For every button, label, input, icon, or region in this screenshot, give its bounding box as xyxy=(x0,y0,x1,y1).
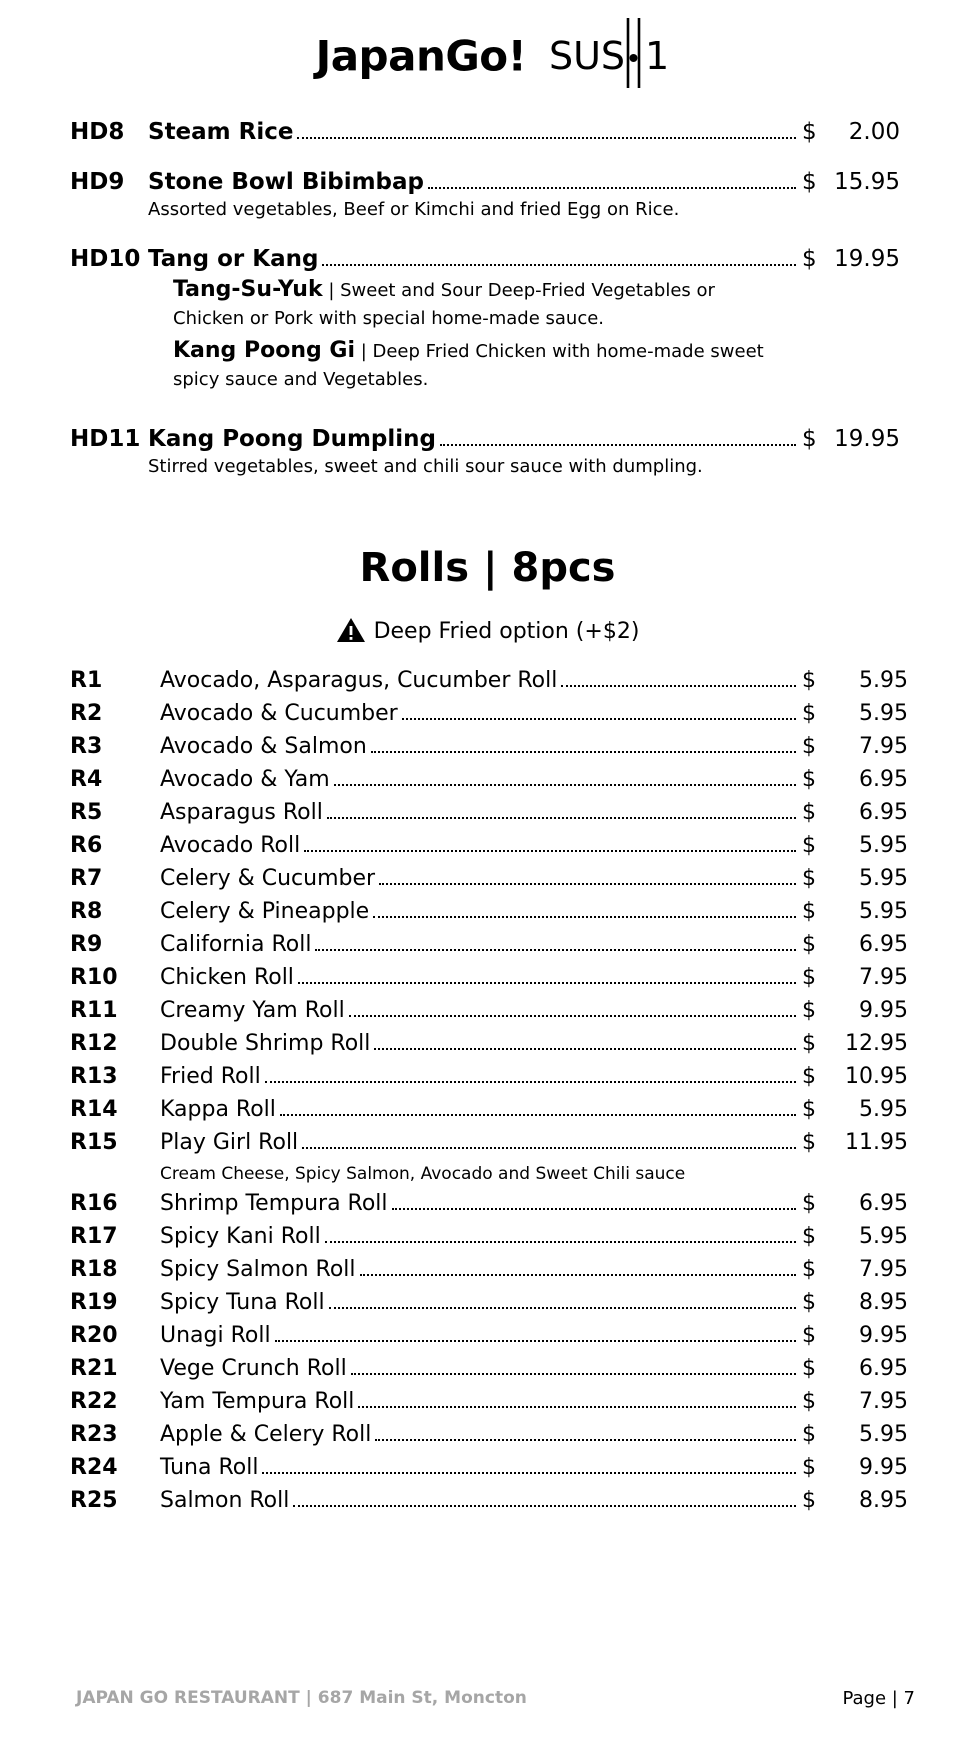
item-code: R7 xyxy=(70,866,103,891)
item-price: 9.95 xyxy=(859,998,908,1023)
dot-leader xyxy=(302,1147,796,1149)
item-price: 5.95 xyxy=(859,701,908,726)
option-tang-su-yuk xyxy=(173,276,773,333)
item-code: R2 xyxy=(70,701,103,726)
dot-leader xyxy=(371,751,796,753)
option-description: | Deep Fried Chicken with home-made sweet spicy sauce and Vegetables. xyxy=(173,341,764,390)
item-name: Yam Tempura Roll xyxy=(160,1389,355,1414)
item-price: 5.95 xyxy=(859,1224,908,1249)
currency-symbol: $ xyxy=(802,701,816,726)
menu-item-hd9 xyxy=(70,167,900,223)
currency-symbol: $ xyxy=(802,1224,816,1249)
currency-symbol: $ xyxy=(802,734,816,759)
dot-leader xyxy=(297,137,796,139)
dot-leader xyxy=(280,1114,796,1116)
item-code: R20 xyxy=(70,1323,118,1348)
item-code: R9 xyxy=(70,932,103,957)
item-description: Assorted vegetables, Beef or Kimchi and fried Egg on Rice. xyxy=(148,199,680,220)
currency-symbol: $ xyxy=(802,866,816,891)
currency-symbol: $ xyxy=(802,998,816,1023)
item-name: Fried Roll xyxy=(160,1064,261,1089)
item-price: 6.95 xyxy=(859,1356,908,1381)
item-code: R17 xyxy=(70,1224,118,1249)
item-price: 7.95 xyxy=(859,1257,908,1282)
item-name: Unagi Roll xyxy=(160,1323,271,1348)
currency-symbol: $ xyxy=(802,767,816,792)
roll-item-r1 xyxy=(70,668,908,701)
item-price: 15.95 xyxy=(834,169,900,195)
item-code: R12 xyxy=(70,1031,118,1056)
item-name: Avocado Roll xyxy=(160,833,301,858)
item-code: HD11 xyxy=(70,426,141,452)
currency-symbol: $ xyxy=(802,800,816,825)
roll-item-r10 xyxy=(70,965,908,998)
dot-leader xyxy=(275,1340,796,1342)
item-code: HD8 xyxy=(70,119,125,145)
currency-symbol: $ xyxy=(802,1389,816,1414)
svg-text:SUS: SUS xyxy=(549,34,626,78)
item-code: R5 xyxy=(70,800,103,825)
item-code: R8 xyxy=(70,899,103,924)
currency-symbol: $ xyxy=(802,1323,816,1348)
item-code: R10 xyxy=(70,965,118,990)
currency-symbol: $ xyxy=(802,932,816,957)
item-name: Asparagus Roll xyxy=(160,800,323,825)
currency-symbol: $ xyxy=(802,426,817,452)
section-title: Rolls | 8pcs xyxy=(359,545,616,591)
dot-leader xyxy=(298,982,796,984)
currency-symbol: $ xyxy=(802,1097,816,1122)
item-price: 7.95 xyxy=(859,734,908,759)
item-name: Stone Bowl Bibimbap xyxy=(148,169,424,195)
roll-item-r5 xyxy=(70,800,908,833)
item-price: 7.95 xyxy=(859,1389,908,1414)
dot-leader xyxy=(351,1373,796,1375)
roll-item-r25 xyxy=(70,1488,908,1521)
item-price: 5.95 xyxy=(859,833,908,858)
currency-symbol: $ xyxy=(802,1488,816,1513)
roll-item-r15 xyxy=(70,1130,908,1163)
dot-leader xyxy=(360,1274,796,1276)
currency-symbol: $ xyxy=(802,1257,816,1282)
item-name: Steam Rice xyxy=(148,119,294,145)
roll-item-r2 xyxy=(70,701,908,734)
item-price: 10.95 xyxy=(845,1064,908,1089)
roll-item-r4 xyxy=(70,767,908,800)
item-code: R6 xyxy=(70,833,103,858)
dot-leader xyxy=(375,1439,796,1441)
dot-leader xyxy=(561,685,796,687)
deep-fried-notice xyxy=(0,617,975,644)
item-code: R21 xyxy=(70,1356,118,1381)
dot-leader xyxy=(304,850,796,852)
dot-leader xyxy=(379,883,796,885)
dot-leader xyxy=(329,1307,796,1309)
item-price: 5.95 xyxy=(859,1422,908,1447)
dot-leader xyxy=(315,949,796,951)
item-code: R24 xyxy=(70,1455,118,1480)
item-price: 5.95 xyxy=(859,899,908,924)
item-price: 6.95 xyxy=(859,932,908,957)
roll-item-r12 xyxy=(70,1031,908,1064)
item-price: 6.95 xyxy=(859,767,908,792)
item-name: Tang or Kang xyxy=(148,246,319,272)
currency-symbol: $ xyxy=(802,1455,816,1480)
roll-item-r6 xyxy=(70,833,908,866)
dot-leader xyxy=(327,817,796,819)
item-code: R14 xyxy=(70,1097,118,1122)
roll-item-r11 xyxy=(70,998,908,1031)
roll-item-r23 xyxy=(70,1422,908,1455)
restaurant-logo xyxy=(0,14,975,98)
item-price: 5.95 xyxy=(859,866,908,891)
item-name: Tuna Roll xyxy=(160,1455,259,1480)
currency-symbol: $ xyxy=(802,119,817,145)
item-name: Spicy Kani Roll xyxy=(160,1224,321,1249)
item-description: Stirred vegetables, sweet and chili sour sauce with dumpling. xyxy=(148,456,703,477)
currency-symbol: $ xyxy=(802,668,816,693)
item-code: R23 xyxy=(70,1422,118,1447)
currency-symbol: $ xyxy=(802,1191,816,1216)
item-price: 5.95 xyxy=(859,1097,908,1122)
roll-item-r17 xyxy=(70,1224,908,1257)
svg-text:1: 1 xyxy=(645,34,670,78)
dot-leader xyxy=(349,1015,796,1017)
item-name: Kang Poong Dumpling xyxy=(148,426,436,452)
dot-leader xyxy=(322,264,796,266)
currency-symbol: $ xyxy=(802,1290,816,1315)
dot-leader xyxy=(440,444,796,446)
roll-item-r24 xyxy=(70,1455,908,1488)
item-name: Celery & Pineapple xyxy=(160,899,370,924)
currency-symbol: $ xyxy=(802,1356,816,1381)
item-name: Chicken Roll xyxy=(160,965,294,990)
rolls-list xyxy=(70,668,908,1521)
item-price: 19.95 xyxy=(834,426,900,452)
roll-item-r21 xyxy=(70,1356,908,1389)
warning-icon xyxy=(336,617,366,643)
notice-text: Deep Fried option (+$2) xyxy=(373,619,640,644)
dot-leader xyxy=(373,916,796,918)
item-code: HD9 xyxy=(70,169,125,195)
currency-symbol: $ xyxy=(802,1031,816,1056)
dot-leader xyxy=(358,1406,796,1408)
item-price: 9.95 xyxy=(859,1323,908,1348)
item-code: R1 xyxy=(70,668,103,693)
item-name: Avocado & Yam xyxy=(160,767,330,792)
option-description: | Sweet and Sour Deep-Fried Vegetables or Chicken or Pork with special home-made sauce. xyxy=(173,280,715,329)
item-price: 12.95 xyxy=(845,1031,908,1056)
currency-symbol: $ xyxy=(802,1064,816,1089)
option-kang-poong-gi xyxy=(173,337,773,394)
roll-item-r8 xyxy=(70,899,908,932)
item-name: California Roll xyxy=(160,932,312,957)
roll-item-r20 xyxy=(70,1323,908,1356)
menu-item-hd10 xyxy=(70,244,900,394)
dot-leader xyxy=(402,718,796,720)
currency-symbol: $ xyxy=(802,246,817,272)
page-number: Page | 7 xyxy=(842,1688,915,1709)
item-price: 11.95 xyxy=(845,1130,908,1155)
dot-leader xyxy=(262,1472,796,1474)
currency-symbol: $ xyxy=(802,1422,816,1447)
item-name: Avocado & Cucumber xyxy=(160,701,398,726)
dot-leader xyxy=(428,187,796,189)
item-name: Creamy Yam Roll xyxy=(160,998,345,1023)
item-name: Spicy Tuna Roll xyxy=(160,1290,325,1315)
dot-leader xyxy=(265,1081,796,1083)
currency-symbol: $ xyxy=(802,169,817,195)
item-name: Vege Crunch Roll xyxy=(160,1356,347,1381)
dot-leader xyxy=(374,1048,796,1050)
item-name: Double Shrimp Roll xyxy=(160,1031,371,1056)
brand-name: JapanGo! xyxy=(315,31,527,81)
currency-symbol: $ xyxy=(802,965,816,990)
item-code: R13 xyxy=(70,1064,118,1089)
item-description: Cream Cheese, Spicy Salmon, Avocado and Sweet Chili sauce xyxy=(160,1164,686,1184)
item-name: Play Girl Roll xyxy=(160,1130,299,1155)
item-price: 8.95 xyxy=(859,1488,908,1513)
dot-leader xyxy=(392,1208,796,1210)
item-name: Salmon Roll xyxy=(160,1488,290,1513)
item-code: R4 xyxy=(70,767,103,792)
roll-item-r7 xyxy=(70,866,908,899)
roll-item-r22 xyxy=(70,1389,908,1422)
item-price: 6.95 xyxy=(859,800,908,825)
item-price: 19.95 xyxy=(834,246,900,272)
roll-item-r14 xyxy=(70,1097,908,1130)
item-code: R15 xyxy=(70,1130,118,1155)
menu-item-hd8 xyxy=(70,117,900,147)
item-name: Avocado, Asparagus, Cucumber Roll xyxy=(160,668,558,693)
menu-item-hd11 xyxy=(70,424,900,480)
item-code: R19 xyxy=(70,1290,118,1315)
currency-symbol: $ xyxy=(802,1130,816,1155)
item-name: Kappa Roll xyxy=(160,1097,276,1122)
item-code: R3 xyxy=(70,734,103,759)
item-code: R11 xyxy=(70,998,118,1023)
item-price: 9.95 xyxy=(859,1455,908,1480)
item-name: Apple & Celery Roll xyxy=(160,1422,372,1447)
option-name: Kang Poong Gi xyxy=(173,338,355,363)
roll-item-r18 xyxy=(70,1257,908,1290)
item-name: Shrimp Tempura Roll xyxy=(160,1191,388,1216)
item-price: 2.00 xyxy=(848,119,900,145)
item-name: Avocado & Salmon xyxy=(160,734,367,759)
currency-symbol: $ xyxy=(802,899,816,924)
roll-item-r19 xyxy=(70,1290,908,1323)
dot-leader xyxy=(334,784,796,786)
item-code: R22 xyxy=(70,1389,118,1414)
dot-leader xyxy=(293,1505,796,1507)
currency-symbol: $ xyxy=(802,833,816,858)
roll-item-r9 xyxy=(70,932,908,965)
item-price: 7.95 xyxy=(859,965,908,990)
item-code: R18 xyxy=(70,1257,118,1282)
roll-item-r13 xyxy=(70,1064,908,1097)
roll-item-r16 xyxy=(70,1191,908,1224)
dot-leader xyxy=(325,1241,796,1243)
item-name: Spicy Salmon Roll xyxy=(160,1257,356,1282)
item-price: 8.95 xyxy=(859,1290,908,1315)
footer-restaurant-info: JAPAN GO RESTAURANT | 687 Main St, Moncton xyxy=(76,1688,527,1708)
item-price: 5.95 xyxy=(859,668,908,693)
item-name: Celery & Cucumber xyxy=(160,866,376,891)
roll-item-r3 xyxy=(70,734,908,767)
option-name: Tang-Su-Yuk xyxy=(173,277,323,302)
item-code: R25 xyxy=(70,1488,118,1513)
item-price: 6.95 xyxy=(859,1191,908,1216)
sushi-logo-icon xyxy=(549,12,670,96)
item-code: R16 xyxy=(70,1191,118,1216)
item-code: HD10 xyxy=(70,246,141,272)
